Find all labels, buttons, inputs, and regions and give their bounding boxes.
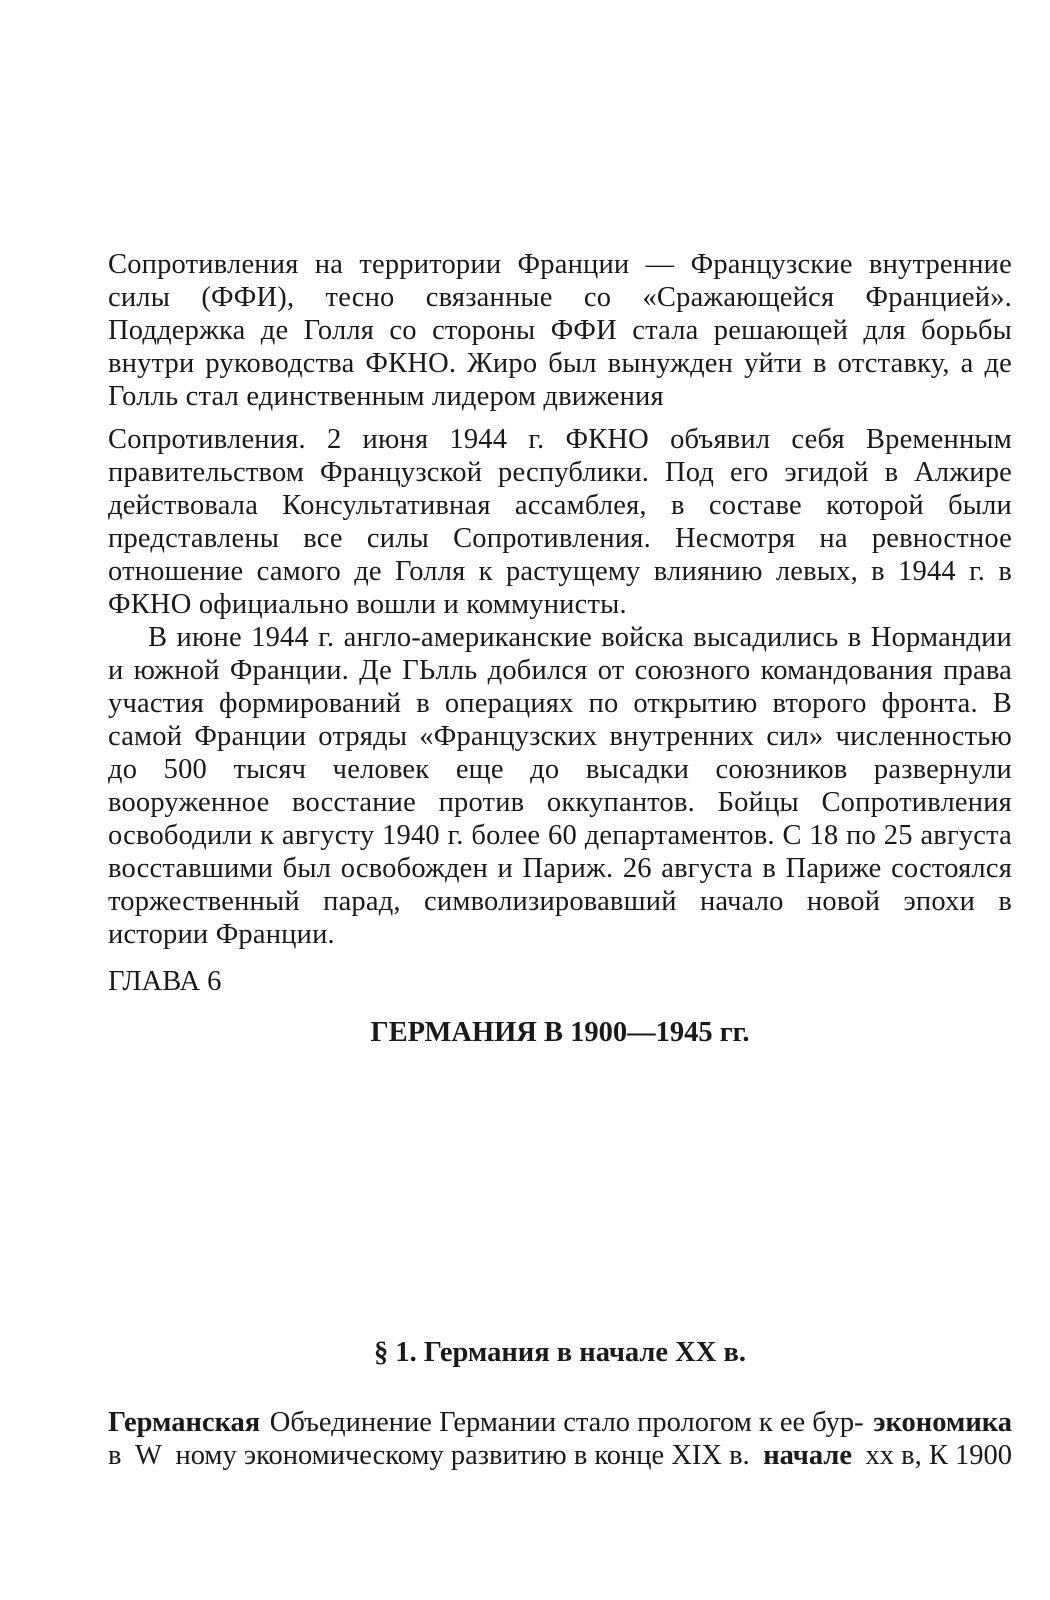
section-title: § 1. Германия в начале XX в.: [374, 1337, 746, 1368]
line-text: ному экономическому развитию в конце XIX в.: [175, 1440, 750, 1471]
line-word: в: [108, 1440, 122, 1471]
text-line: [108, 1406, 1012, 1439]
paragraph-german-economy: [108, 1406, 1012, 1472]
line-text: Объединение Германии стало прологом к ее бур-: [269, 1407, 864, 1438]
line-tail: хх в, К 1900: [865, 1440, 1012, 1471]
chapter-label: ГЛАВА 6: [108, 966, 222, 997]
paragraph-resistance-forces: Сопротивления на территории Франции — Французские внутренние силы (ФФИ), тесно связанные со «Сражающейся Францией». Поддержка де Голля со стороны ФФИ стала решающей для борьбы внутри руководства ФКНО. Жиро был вынужден уйти в отставку, а де Голль стал единственным лидером движения: [108, 249, 1012, 412]
document-page: [108, 248, 1012, 1471]
paragraph-liberation: В июне 1944 г. англо-американские войска высадились в Нормандии и южной Франции. Де ГЬлль добился от союзного командования права участия формирований в операциях по открытию второго фронта. В самой Франции отряды «Французских внутренних сил» численностью до 500 тысяч человек еще до высадки союзников развернули вооруженное восстание против оккупантов. Бойцы Сопротивления освободили к августу 1940 г. более 60 департаментов. С 18 по 25 августа восставшими был освобожден и Париж. 26 августа в Париже состоялся торжественный парад, символизировавший начало новой эпохи в истории Франции.: [108, 622, 1012, 950]
paragraph-provisional-government: Сопротивления. 2 июня 1944 г. ФКНО объявил себя Временным правительством Французской республики. Под его эгидой в Алжире действовала Консультативная ассамблея, в составе которой были представлены все силы Сопротивления. Несмотря на ревностное отношение самого де Голля к растущему влиянию левых, в 1944 г. в ФКНО официально вошли и коммунисты.: [108, 424, 1012, 620]
margin-note-left: Германская: [108, 1407, 261, 1438]
text-line: [108, 1439, 1012, 1472]
margin-note-start: начале: [763, 1440, 852, 1471]
margin-note-right: экономика: [873, 1407, 1012, 1438]
chapter-title: ГЕРМАНИЯ В 1900—1945 гг.: [370, 1017, 750, 1048]
margin-note-w: W: [135, 1440, 162, 1471]
